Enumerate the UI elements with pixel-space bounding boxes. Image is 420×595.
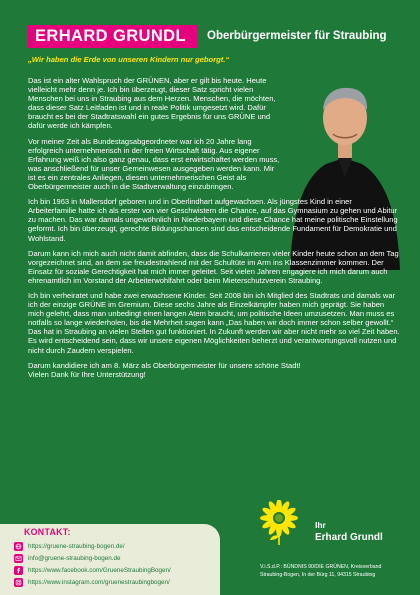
paragraph: Vor meiner Zeit als Bundestagsabgeordneter war ich 20 Jahre lang erfolgreich unternehmerisch in der freien Wirtschaft tätig. Aus eigener Erfahrung weiß ich also ganz genau, dass erst erwirtschaftet werden muss, was anschließend für unser Gemeinwesen ausgegeben werden kann. Mir ist es ein zentrales Anliegen, diesen unternehmerischen Geist als Oberbürgermeister auch in die Stadtverwaltung einzubringen. (28, 136, 280, 192)
imprint (260, 563, 410, 579)
mail-icon (14, 554, 23, 563)
email-link[interactable]: info@gruene-straubing-bogen.de (28, 554, 121, 562)
facebook-icon (14, 566, 23, 575)
signoff-name: Erhard Grundl (315, 532, 383, 543)
contact-email[interactable] (14, 552, 219, 564)
sunflower-icon (258, 500, 300, 546)
paragraph: Ich bin 1963 in Mallersdorf geboren und in Oberlindhart aufgewachsen. Als jüngstes Kind in einer Arbeiterfamilie hatte ich als erster von vier Geschwistern die Chance, auf das Gymnasium zu gehen und Abitur zu machen. Das war damals ungewöhnlich in Niederbayern und diese Chance hat meine politische Einstellung geformt. Ich bin überzeugt, gerechte Bildungschancen sind das entscheidende Fundament für Demokratie und Wohlstand. (28, 197, 398, 243)
paragraph: Ich bin verheiratet und habe zwei erwachsene Kinder. Seit 2008 bin ich Mitglied des Stadtrats und damals war ich der einzige GRÜNE im Gremium. Diese sechs Jahre als Einzelkämpfer haben mich geprägt. Sie haben mich gelehrt, dass man unbedingt einen langen Atem braucht, um politische Ideen umzusetzen. Man muss es notfalls so lange wiederholen, bis die Mehrheit sagen kann „Das haben wir doch immer schon selber gewollt.“ Das hat in Straubing an vielen Stellen gut funktioniert. In Zukunft werden wir aber nicht mehr so viel Zeit haben. Es wird entscheidend sein, dass wir unsere eigenen Möglichkeiten beherzt und verantwortungsvoll nutzen und nicht durch Zaudern verspielen. (28, 290, 400, 355)
contact-instagram[interactable] (14, 576, 219, 588)
candidate-role: Oberbürgermeister für Straubing (207, 30, 387, 42)
candidate-name: ERHARD GRUNDL (28, 25, 198, 48)
slogan-quote: „Wir haben die Erde von unseren Kindern nur geborgt.“ (28, 55, 230, 64)
paragraph: Darum kann ich mich auch nicht damit abfinden, dass die Schulkarrieren vieler Kinder heute schon an dem Tag vorgezeichnet sind, an dem sie freudestrahlend mit der Schultüte im Arm ins Klassenzimmer kommen. Der Einsatz für soziale Gerechtigkeit hat mich immer geleitet. Seit vielen Jahren engagiere ich mich darum auch ehrenamtlich im Vorstand der Arbeiterwohlfahrt oder beim Mieterschutzverein Straubing. (28, 248, 399, 285)
closing-line: Darum kandidiere ich am 8. März als Oberbürgermeister für unsere schöne Stadt! (28, 360, 301, 370)
globe-icon (14, 542, 23, 551)
contact-list (14, 540, 219, 588)
contact-title: KONTAKT: (24, 527, 71, 537)
facebook-link[interactable]: https://www.facebook.com/GrueneStraubingBogen/ (28, 566, 171, 574)
instagram-icon (14, 578, 23, 587)
closing-line: Vielen Dank für Ihre Unterstützung! (28, 369, 146, 379)
contact-website[interactable] (14, 540, 219, 552)
instagram-link[interactable]: https://www.instagram.com/gruenestraubingbogen/ (28, 578, 170, 586)
closing (28, 361, 400, 379)
contact-facebook[interactable] (14, 564, 219, 576)
imprint-line: V.i.S.d.P.: BÜNDNIS 90/DIE GRÜNEN, Kreisverband (260, 564, 382, 570)
signoff-ihr: Ihr (315, 520, 326, 530)
letter-body (28, 76, 400, 385)
paragraph: Das ist ein alter Wahlspruch der GRÜNEN, aber er gilt bis heute. Heute vielleicht mehr denn je. Ich bin überzeugt, dieser Satz spricht vielen Menschen bei uns in Straubing aus dem Herzen. Menschen, die möchten, dass dieser Satz Leitfaden ist und in reale Politik umgesetzt wird. Dafür braucht es bei der Stadtratswahl ein gutes Ergebnis für uns GRÜNE und dafür werde ich kämpfen. (28, 76, 276, 131)
imprint-line: Straubing-Bogen, In der Bürg 11, 94315 Straubing (260, 572, 376, 578)
header (28, 24, 387, 48)
website-link[interactable]: https://gruene-straubing-bogen.de/ (28, 542, 125, 550)
